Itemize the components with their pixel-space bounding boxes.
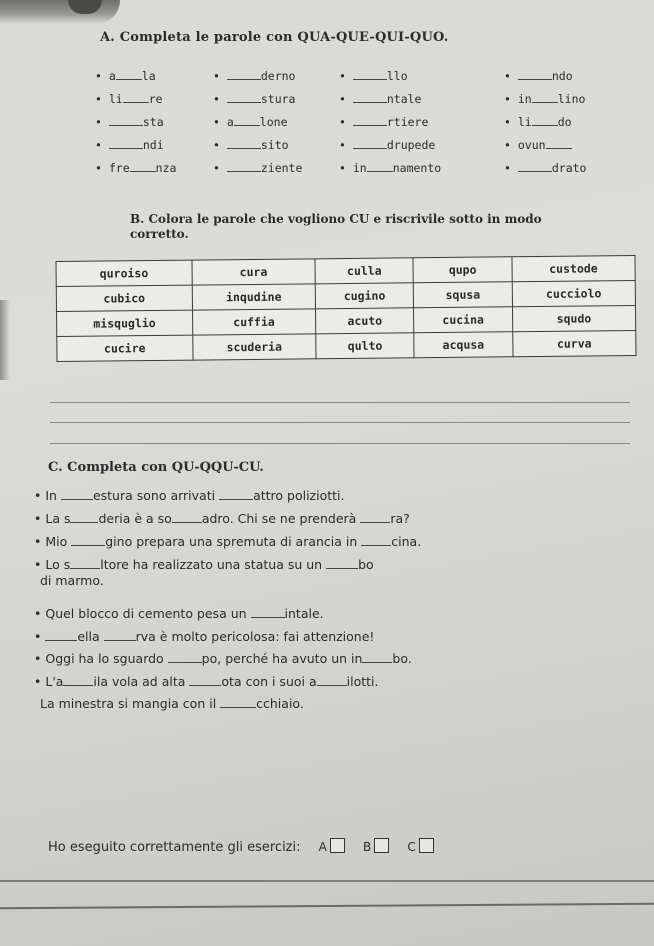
blank-field[interactable] — [123, 92, 149, 103]
blank-field[interactable] — [70, 511, 98, 523]
sentence-text: ota con i suoi a — [221, 674, 317, 689]
word-suffix: la — [141, 69, 156, 83]
word-suffix: lino — [557, 92, 586, 106]
blank-field[interactable] — [362, 651, 392, 663]
bullet-icon: • — [34, 629, 46, 644]
section-c-title: C. Completa con QU-QQU-CU. — [48, 460, 264, 475]
bullet-icon: • — [34, 674, 46, 689]
fill-word — [213, 115, 339, 129]
sentence-text: rva è molto pericolosa: fai attenzione! — [135, 629, 375, 644]
word-suffix: llo — [386, 69, 408, 83]
blank-field[interactable] — [353, 92, 387, 103]
section-b-word-table — [55, 255, 636, 362]
blank-field[interactable] — [61, 488, 93, 500]
word-prefix: in — [352, 161, 367, 175]
blank-field[interactable] — [234, 115, 260, 126]
blank-field[interactable] — [63, 674, 93, 686]
section-a-exercise — [95, 60, 640, 175]
left-edge-shadow — [0, 300, 10, 380]
word-suffix: rtiere — [386, 115, 429, 129]
word-cell[interactable]: qulto — [316, 333, 415, 359]
bullet-icon: • — [504, 115, 518, 129]
fill-word — [504, 92, 640, 106]
sentence — [40, 574, 104, 588]
blank-field[interactable] — [353, 138, 387, 149]
fill-word — [339, 138, 504, 152]
word-cell[interactable]: acuto — [316, 308, 415, 334]
word-cell[interactable]: acqusa — [414, 332, 513, 358]
fill-word — [213, 138, 339, 152]
bullet-icon: • — [504, 69, 518, 83]
sentence-text: intale. — [284, 606, 324, 621]
fill-word — [339, 92, 504, 106]
word-suffix: derno — [260, 69, 296, 83]
fill-word — [213, 92, 339, 106]
sentence-text: deria è a so — [98, 511, 172, 526]
page-edge-line-2 — [0, 903, 654, 910]
section-a-row — [95, 152, 640, 175]
page-corner-shadow — [0, 0, 120, 24]
word-cell[interactable]: cubico — [56, 285, 192, 311]
sentence-text: L'a — [45, 674, 64, 689]
word-cell[interactable]: misquglio — [57, 310, 193, 336]
bullet-icon: • — [213, 92, 227, 106]
bullet-icon: • — [339, 115, 353, 129]
sentence-text: Lo s — [45, 557, 71, 572]
word-prefix: li — [108, 92, 123, 106]
sentence-text: In — [45, 488, 61, 503]
blank-field[interactable] — [546, 138, 572, 149]
word-suffix: ndi — [142, 138, 164, 152]
sentence-text: bo. — [392, 651, 412, 666]
self-check-text: Ho eseguito correttamente gli esercizi: — [48, 840, 301, 855]
blank-field[interactable] — [353, 115, 387, 126]
word-suffix: nza — [155, 161, 177, 175]
fill-word — [504, 161, 640, 175]
fill-word — [95, 92, 213, 106]
check-box-c[interactable] — [419, 838, 434, 853]
bullet-icon: • — [504, 138, 518, 152]
fill-word — [339, 161, 504, 175]
blank-field[interactable] — [227, 69, 261, 80]
bullet-icon: • — [34, 488, 46, 503]
bullet-icon: • — [339, 92, 353, 106]
bullet-icon: • — [213, 161, 227, 175]
bullet-icon: • — [504, 92, 518, 106]
word-cell[interactable]: cucire — [57, 335, 193, 361]
bullet-icon: • — [34, 651, 46, 666]
sentence — [34, 534, 421, 549]
sentence — [34, 557, 374, 572]
sentence-text: La minestra si mangia con il — [40, 696, 221, 711]
section-a-row — [95, 106, 640, 129]
word-cell[interactable]: quroiso — [56, 260, 192, 286]
blank-field[interactable] — [104, 629, 136, 641]
blank-field[interactable] — [518, 161, 552, 172]
check-label-a: A — [318, 840, 327, 854]
blank-field[interactable] — [189, 674, 221, 686]
blank-field[interactable] — [518, 69, 552, 80]
word-suffix: sito — [260, 138, 289, 152]
blank-field[interactable] — [353, 69, 387, 80]
fill-word — [95, 138, 213, 152]
bullet-icon: • — [213, 138, 227, 152]
word-prefix: a — [108, 69, 116, 83]
word-cell[interactable]: inqudine — [192, 284, 316, 310]
sentence-text: Oggi ha lo sguardo — [45, 651, 168, 666]
word-suffix: drato — [551, 161, 587, 175]
sentence-text: La s — [45, 511, 71, 526]
bullet-icon: • — [34, 557, 46, 572]
word-cell[interactable]: cucina — [414, 307, 513, 333]
writing-line-1[interactable] — [50, 402, 630, 403]
bullet-icon: • — [213, 69, 227, 83]
word-suffix: ntale — [386, 92, 422, 106]
word-suffix: namento — [392, 161, 442, 175]
word-prefix: a — [226, 115, 234, 129]
section-a-title: A. Completa le parole con QUA-QUE-QUI-QUO. — [100, 30, 449, 45]
word-cell[interactable]: qupo — [413, 257, 512, 283]
writing-line-3[interactable] — [50, 443, 630, 444]
word-prefix: in — [517, 92, 532, 106]
word-cell[interactable]: cura — [192, 259, 316, 285]
word-cell[interactable]: cuffia — [192, 309, 316, 335]
word-prefix: li — [517, 115, 532, 129]
bullet-icon: • — [95, 92, 109, 106]
sentence — [34, 606, 324, 621]
word-cell[interactable]: squsa — [414, 282, 513, 308]
fill-word — [95, 69, 213, 83]
fill-word — [504, 69, 640, 83]
sentence-text: ella — [77, 629, 104, 644]
bullet-icon: • — [34, 606, 46, 621]
word-suffix: drupede — [386, 138, 436, 152]
fill-word — [504, 138, 640, 152]
sentence — [34, 651, 412, 666]
word-cell[interactable]: culla — [315, 258, 414, 284]
sentence-text: attro poliziotti. — [253, 488, 345, 503]
word-suffix: re — [148, 92, 163, 106]
blank-field[interactable] — [532, 92, 558, 103]
blank-field[interactable] — [109, 115, 143, 126]
bullet-icon: • — [95, 161, 109, 175]
fill-word — [504, 115, 640, 129]
sentence-text: adro. Chi se ne prenderà — [201, 511, 361, 526]
section-a-row — [95, 129, 640, 152]
blank-field[interactable] — [317, 674, 347, 686]
sentence-text: cina. — [391, 534, 422, 549]
word-cell[interactable]: curva — [512, 330, 636, 356]
section-a-row — [95, 83, 640, 106]
check-label-c: C — [407, 840, 416, 854]
check-box-b[interactable] — [374, 838, 389, 853]
fill-word — [213, 161, 339, 175]
word-suffix: ndo — [551, 69, 573, 83]
blank-field[interactable] — [219, 488, 253, 500]
blank-field[interactable] — [172, 511, 202, 523]
blank-field[interactable] — [360, 511, 390, 523]
blank-field[interactable] — [227, 92, 261, 103]
check-label-b: B — [363, 840, 372, 854]
blank-field[interactable] — [251, 606, 285, 618]
sentence-text: Mio — [45, 534, 72, 549]
sentence-text: gino prepara una spremuta di arancia in — [105, 534, 362, 549]
section-b-title: B. Colora le parole che vogliono CU e riscrivile sotto in modo corretto. — [130, 212, 542, 241]
blank-field[interactable] — [70, 557, 100, 569]
section-a-row — [95, 60, 640, 83]
sentence — [34, 488, 344, 503]
self-check-row — [48, 838, 434, 855]
word-prefix: fre — [108, 161, 130, 175]
sentence — [40, 696, 304, 711]
sentence-text: Quel blocco di cemento pesa un — [45, 606, 251, 621]
bullet-icon: • — [95, 138, 109, 152]
word-suffix: stura — [260, 92, 296, 106]
table-row — [57, 330, 636, 361]
sentence-text: bo — [358, 557, 374, 572]
blank-field[interactable] — [361, 534, 391, 546]
word-cell[interactable]: cugino — [315, 283, 414, 309]
word-cell[interactable]: cucciolo — [512, 280, 636, 306]
bullet-icon: • — [34, 511, 46, 526]
blank-field[interactable] — [220, 696, 256, 708]
blank-field[interactable] — [532, 115, 558, 126]
page-edge-line — [0, 880, 654, 882]
sentence-text: ra? — [390, 511, 410, 526]
word-suffix: do — [557, 115, 572, 129]
blank-field[interactable] — [367, 161, 393, 172]
fill-word — [213, 69, 339, 83]
blank-field[interactable] — [130, 161, 156, 172]
blank-field[interactable] — [71, 534, 105, 546]
blank-field[interactable] — [227, 161, 261, 172]
blank-field[interactable] — [109, 138, 143, 149]
bullet-icon: • — [34, 534, 46, 549]
word-suffix: sta — [142, 115, 164, 129]
sentence — [34, 629, 374, 644]
bullet-icon: • — [339, 69, 353, 83]
sentence — [34, 674, 378, 689]
sentence-text: estura sono arrivati — [92, 488, 220, 503]
word-prefix: ovun — [517, 138, 546, 152]
check-box-a[interactable] — [330, 838, 345, 853]
blank-field[interactable] — [227, 138, 261, 149]
sentence-text: cchiaio. — [256, 696, 304, 711]
sentence-text: di marmo. — [40, 573, 104, 588]
sentence-text: ilotti. — [346, 674, 379, 689]
blank-field[interactable] — [326, 557, 358, 569]
sentence-text: ltore ha realizzato una statua su un — [100, 557, 327, 572]
blank-field[interactable] — [168, 651, 202, 663]
blank-field[interactable] — [116, 69, 142, 80]
fill-word — [339, 115, 504, 129]
word-cell[interactable]: squdo — [512, 305, 636, 331]
fill-word — [339, 69, 504, 83]
bullet-icon: • — [339, 161, 353, 175]
sentence-text: ila vola ad alta — [93, 674, 190, 689]
word-cell[interactable]: scuderia — [193, 334, 317, 360]
word-cell[interactable]: custode — [512, 255, 636, 281]
bullet-icon: • — [95, 115, 109, 129]
bullet-icon: • — [339, 138, 353, 152]
sentence-text: po, perché ha avuto un in — [201, 651, 363, 666]
word-suffix: lone — [259, 115, 288, 129]
writing-line-2[interactable] — [50, 422, 630, 423]
fill-word — [95, 161, 213, 175]
sentence — [34, 511, 410, 526]
word-suffix: ziente — [260, 161, 303, 175]
bullet-icon: • — [504, 161, 518, 175]
fill-word — [95, 115, 213, 129]
bullet-icon: • — [95, 69, 109, 83]
blank-field[interactable] — [45, 629, 77, 641]
bullet-icon: • — [213, 115, 227, 129]
